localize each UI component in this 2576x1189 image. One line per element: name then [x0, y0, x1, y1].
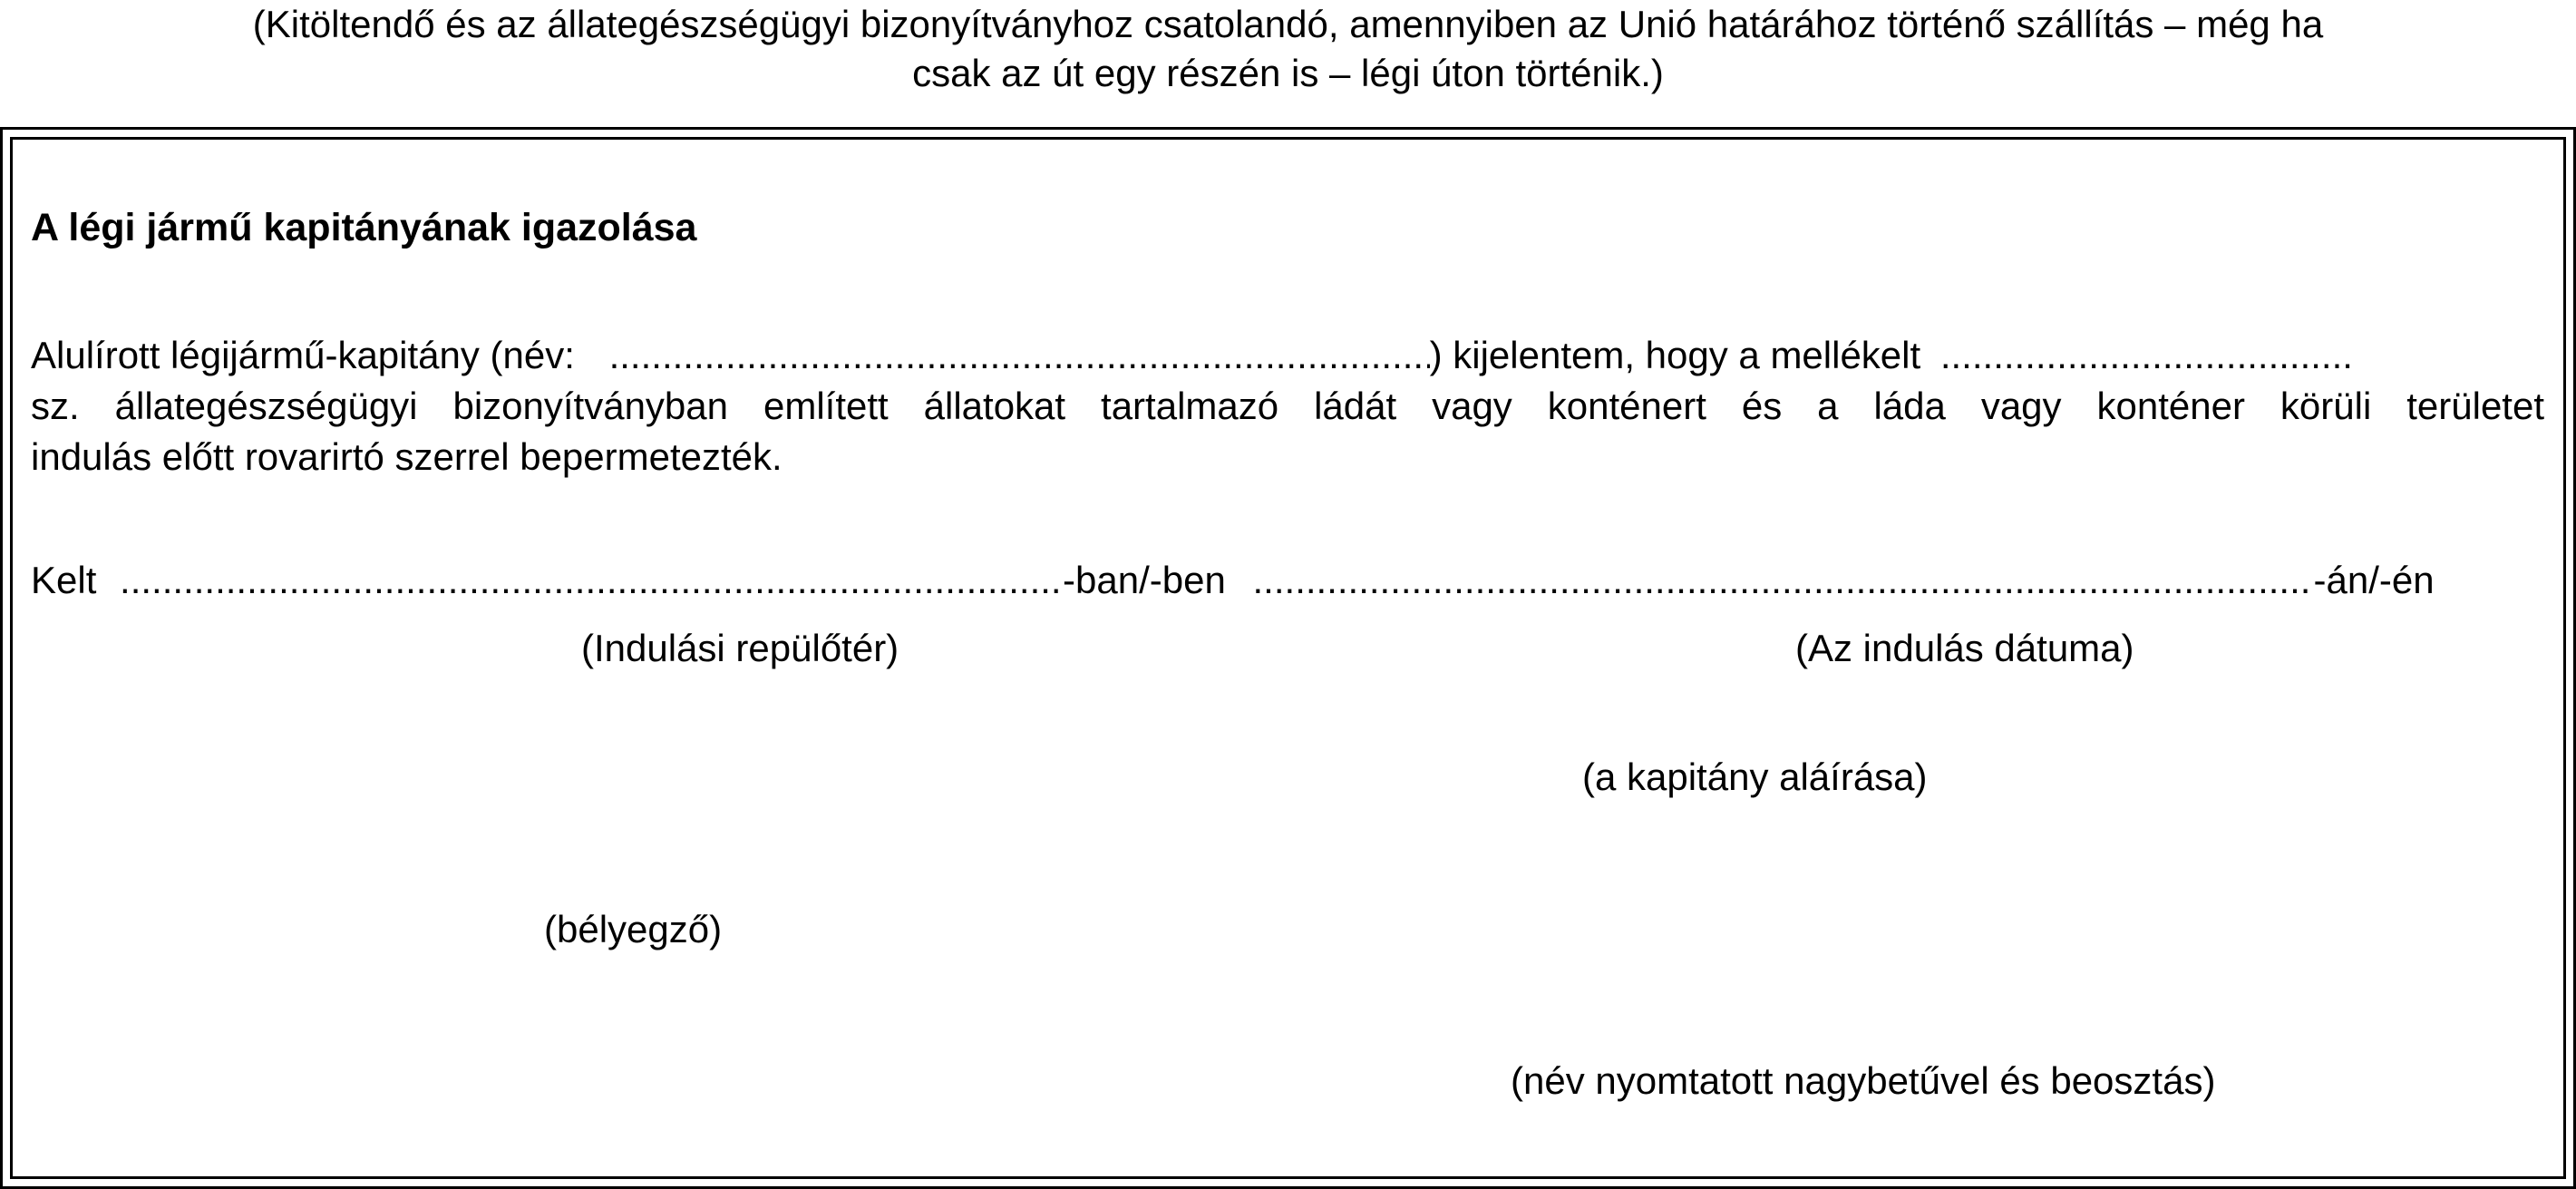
instruction-note: [0, 0, 2576, 98]
statement-captain-name-label: Alulírott légijármű-kapitány (név:: [31, 334, 575, 376]
instruction-note-line-1: (Kitöltendő és az állategészségügyi bizonyítványhoz csatolandó, amennyiben az Unió határához történő szállítás – még ha: [252, 3, 2324, 45]
statement-word: állatokat: [923, 385, 1066, 427]
statement-word: bizonyítványban: [452, 385, 729, 427]
statement-word: vagy: [1432, 385, 1512, 427]
captain-signature-caption: (a kapitány aláírása): [1582, 755, 1928, 798]
statement-line-1: [31, 330, 2544, 381]
statement-word: sz.: [31, 385, 80, 427]
statement-word: említett: [763, 385, 889, 427]
statement-word: konténert: [1547, 385, 1706, 427]
date-suffix: -án/-én: [2313, 559, 2435, 601]
statement-justified-line: [31, 381, 2544, 432]
name-and-position-caption: (név nyomtatott nagybetűvel és beosztás): [1511, 1059, 2216, 1102]
certificate-frame-outer: [0, 127, 2576, 1189]
kelt-line: [31, 555, 2544, 606]
kelt-label: Kelt: [31, 559, 97, 601]
airport-suffix: -ban/-ben: [1063, 559, 1226, 601]
statement-line-3: indulás előtt rovarirtó szerrel bepermetezték.: [31, 435, 783, 478]
certificate-number-field[interactable]: [1940, 330, 2356, 381]
statement-word: a: [1817, 385, 1839, 427]
statement-word: tartalmazó: [1101, 385, 1279, 427]
departure-date-caption: (Az indulás dátuma): [1795, 627, 2134, 669]
certificate-frame-inner: [10, 137, 2566, 1179]
captain-name-field[interactable]: [609, 330, 1430, 381]
statement-word: területet: [2406, 385, 2544, 427]
certificate-title: A légi jármű kapitányának igazolása: [31, 206, 697, 249]
departure-date-field[interactable]: [1253, 555, 2314, 606]
statement-line-2: [31, 381, 2544, 432]
statement-word: konténer: [2096, 385, 2245, 427]
statement-word: körüli: [2280, 385, 2372, 427]
instruction-note-line-2: csak az út egy részén is – légi úton történik.): [912, 52, 1664, 94]
statement-attached-label: ) kijelentem, hogy a mellékelt: [1429, 334, 1921, 376]
statement-word: állategészségügyi: [114, 385, 418, 427]
departure-airport-field[interactable]: [120, 555, 1063, 606]
stamp-caption: (bélyegző): [544, 908, 723, 950]
departure-airport-caption: (Indulási repülőtér): [581, 627, 899, 669]
statement-word: és: [1741, 385, 1783, 427]
statement-word: ládát: [1314, 385, 1397, 427]
statement-word: vagy: [1980, 385, 2062, 427]
statement-word: láda: [1873, 385, 1946, 427]
